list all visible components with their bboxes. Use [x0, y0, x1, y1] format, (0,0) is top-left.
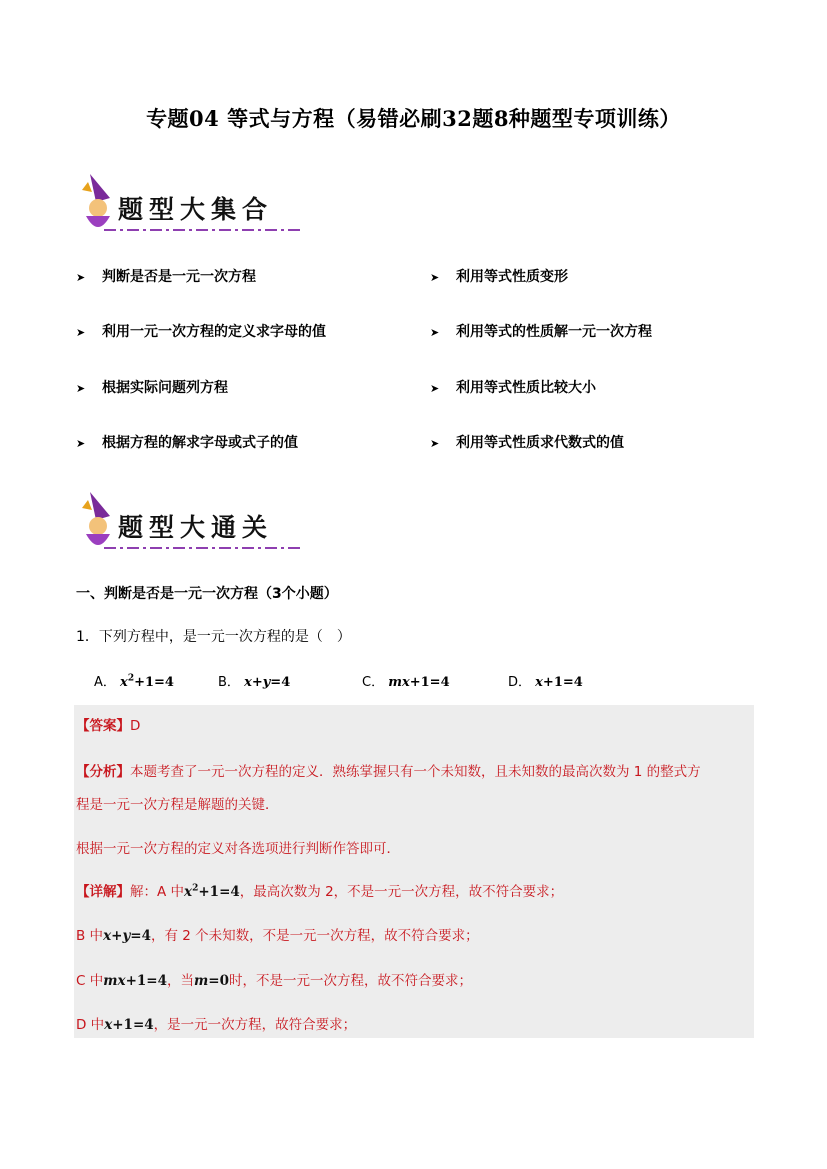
detail-d: D 中x+1=4，是一元一次方程，故符合要求； [76, 1017, 357, 1033]
document-title: 专题04 等式与方程（易错必刷32题8种题型专项训练） [146, 106, 681, 131]
topic-item: ➤ 利用等式性质变形 [430, 269, 568, 285]
analysis-line: 【分析】本题考查了一元一次方程的定义．熟练掌握只有一个未知数，且未知数的最高次数为 1 的整式方 [76, 764, 701, 780]
topic-item: ➤ 根据实际问题列方程 [76, 380, 228, 396]
banner-question-types [76, 168, 306, 242]
topic-item: ➤ 利用一元一次方程的定义求字母的值 [76, 324, 326, 340]
option-a: A． $x^2+1=4$ [94, 673, 174, 690]
arrow-icon: ➤ [76, 382, 86, 395]
topic-item: ➤ 利用等式的性质解一元一次方程 [430, 324, 652, 340]
detail-b: B 中x+y=4，有 2 个未知数，不是一元一次方程，故不符合要求； [76, 928, 479, 944]
detail-a: 【详解】解：A 中$x^2+1=4$，最高次数为 2，不是一元一次方程，故不符合要求； [76, 883, 564, 900]
arrow-icon: ➤ [76, 437, 86, 450]
option-c: C． mx+1=4 [362, 675, 450, 690]
option-d: D． x+1=4 [508, 675, 583, 690]
detail-c: C 中mx+1=4，当m=0时，不是一元一次方程，故不符合要求； [76, 973, 472, 989]
arrow-icon: ➤ [430, 271, 440, 284]
answer-line: 【答案】D [76, 718, 141, 734]
option-b: B． x+y=4 [218, 675, 291, 690]
question-text: 1．下列方程中，是一元一次方程的是（ ） [76, 629, 351, 645]
banner-title-1: 题型大集合 [118, 195, 274, 224]
banner-practice [76, 486, 306, 560]
topic-item: ➤ 判断是否是一元一次方程 [76, 269, 256, 285]
analysis-line-2: 程是一元一次方程是解题的关键． [76, 797, 279, 813]
topic-item: ➤ 利用等式性质比较大小 [430, 380, 596, 396]
arrow-icon: ➤ [76, 326, 86, 339]
topic-item: ➤ 利用等式性质求代数式的值 [430, 435, 624, 451]
arrow-icon: ➤ [430, 437, 440, 450]
topic-item: ➤ 根据方程的解求字母或式子的值 [76, 435, 298, 451]
arrow-icon: ➤ [430, 326, 440, 339]
arrow-icon: ➤ [430, 382, 440, 395]
analysis-line-3: 根据一元一次方程的定义对各选项进行判断作答即可． [76, 841, 400, 857]
section-heading: 一、判断是否是一元一次方程（3个小题） [76, 586, 338, 602]
banner-title-2: 题型大通关 [118, 513, 274, 542]
arrow-icon: ➤ [76, 271, 86, 284]
